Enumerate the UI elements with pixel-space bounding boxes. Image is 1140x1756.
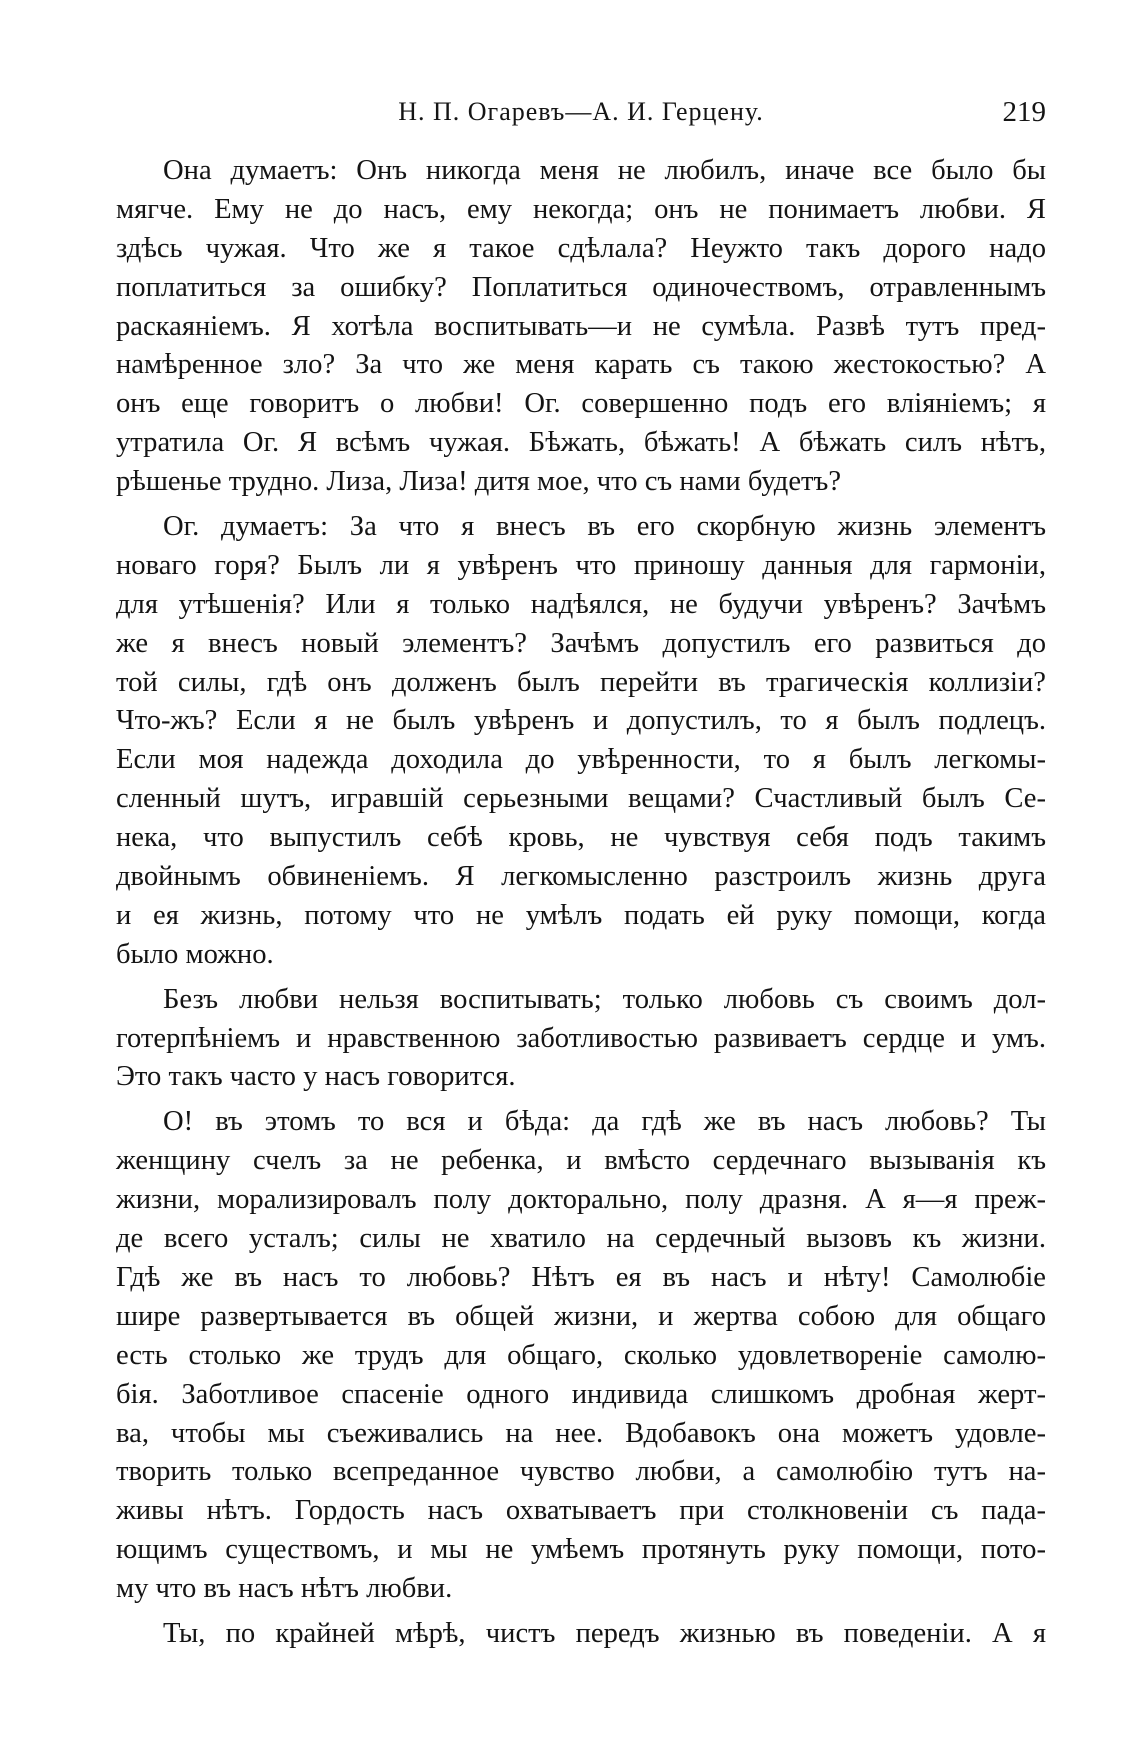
text-line: Она думаетъ: Онъ никогда меня не любилъ, иначе все было бы bbox=[163, 155, 1046, 186]
text-line: для утѣшенія? Или я только надѣялся, не будучи увѣренъ? Зачѣмъ bbox=[116, 588, 1046, 620]
text-line: той силы, гдѣ онъ долженъ былъ перейти въ трагическія коллизіи? bbox=[116, 666, 1046, 698]
text-line: было можно. bbox=[116, 938, 274, 970]
text-line: же я внесъ новый элементъ? Зачѣмъ допустилъ его развиться до bbox=[116, 627, 1046, 659]
text-line: есть столько же трудъ для общаго, сколько удовлетвореніе самолю- bbox=[116, 1339, 1046, 1371]
text-line: Гдѣ же въ насъ то любовь? Нѣтъ ея въ насъ и нѣту! Самолюбіе bbox=[116, 1261, 1046, 1293]
text-line: здѣсь чужая. Что же я такое сдѣлала? Неужто такъ дорого надо bbox=[116, 232, 1046, 264]
text-line: Безъ любви нельзя воспитывать; только любовь съ своимъ дол- bbox=[163, 983, 1046, 1015]
text-line: утратила Ог. Я всѣмъ чужая. Бѣжать, бѣжать! А бѣжать силъ нѣтъ, bbox=[116, 427, 1046, 459]
text-line: двойнымъ обвиненіемъ. Я легкомысленно разстроилъ жизнь друга bbox=[116, 861, 1046, 893]
text-line: сленный шутъ, игравшій серьезными вещами? Счастливый былъ Се- bbox=[116, 783, 1046, 815]
text-line: мягче. Ему не до насъ, ему некогда; онъ не понимаетъ любви. Я bbox=[116, 193, 1046, 225]
text-line: онъ еще говоритъ о любви! Ог. совершенно подъ его вліяніемъ; я bbox=[116, 388, 1046, 420]
text-line: му что въ насъ нѣтъ любви. bbox=[116, 1573, 453, 1605]
text-line: Это такъ часто у насъ говорится. bbox=[116, 1061, 516, 1093]
text-line: ва, чтобы мы съеживались на нее. Вдобавокъ она можетъ удовле- bbox=[116, 1417, 1046, 1449]
text-line: новаго горя? Былъ ли я увѣренъ что приношу данныя для гармоніи, bbox=[116, 549, 1046, 581]
text-line: нека, что выпустилъ себѣ кровь, не чувствуя себя подъ такимъ bbox=[116, 822, 1046, 854]
text-line: намѣренное зло? За что же меня карать съ такою жестокостью? А bbox=[116, 349, 1046, 381]
paragraph bbox=[116, 1615, 1046, 1654]
paragraph bbox=[116, 1103, 1046, 1609]
text-line: раскаяніемъ. Я хотѣла воспитывать—и не сумѣла. Развѣ тутъ пред- bbox=[116, 310, 1046, 342]
text-line: О! въ этомъ то вся и бѣда: да гдѣ же въ насъ любовь? Ты bbox=[163, 1106, 1046, 1138]
text-line: рѣшенье трудно. Лиза, Лиза! дитя мое, что съ нами будетъ? bbox=[116, 466, 842, 498]
text-line: Ог. думаетъ: За что я внесъ въ его скорбную жизнь элементъ bbox=[163, 511, 1046, 543]
text-line: Что-жъ? Если я не былъ увѣренъ и допустилъ, то я былъ подлецъ. bbox=[116, 705, 1046, 737]
text-line: жизни, морализировалъ полу докторально, полу дразня. А я—я преж- bbox=[116, 1184, 1046, 1216]
text-line: поплатиться за ошибку? Поплатиться одиночествомъ, отравленнымъ bbox=[116, 271, 1046, 303]
text-line: Если моя надежда доходила до увѣренности, то я былъ легкомы- bbox=[116, 744, 1046, 776]
page-number: 219 bbox=[1002, 96, 1046, 128]
text-line: женщину счелъ за не ребенка, и вмѣсто сердечнаго вызыванія къ bbox=[116, 1145, 1046, 1177]
text-line: де всего усталъ; силы не хватило на сердечный вызовъ къ жизни. bbox=[116, 1223, 1046, 1255]
paragraph bbox=[116, 981, 1046, 1098]
paragraph bbox=[116, 152, 1046, 502]
text-line: бія. Заботливое спасеніе одного индивида слишкомъ дробная жерт- bbox=[116, 1378, 1046, 1410]
text-line: творить только всепреданное чувство любви, а самолюбію тутъ на- bbox=[116, 1456, 1046, 1488]
text-line: живы нѣтъ. Гордость насъ охватываетъ при столкновеніи съ пада- bbox=[116, 1495, 1046, 1527]
running-head: Н. П. Огаревъ—А. И. Герцену. bbox=[398, 97, 764, 126]
text-line: шире развертывается въ общей жизни, и жертва собою для общаго bbox=[116, 1300, 1046, 1332]
text-line: готерпѣніемъ и нравственною заботливостью развиваетъ сердце и умъ. bbox=[116, 1022, 1046, 1054]
paragraph bbox=[116, 508, 1046, 975]
body-text bbox=[116, 152, 1046, 1660]
text-line: и ея жизнь, потому что не умѣлъ подать ей руку помощи, когда bbox=[116, 899, 1046, 931]
text-line: ющимъ существомъ, и мы не умѣемъ протянуть руку помощи, пото- bbox=[116, 1534, 1046, 1566]
text-line: Ты, по крайней мѣрѣ, чистъ передъ жизнью въ поведеніи. А я bbox=[163, 1617, 1046, 1649]
page-header bbox=[116, 92, 1046, 132]
